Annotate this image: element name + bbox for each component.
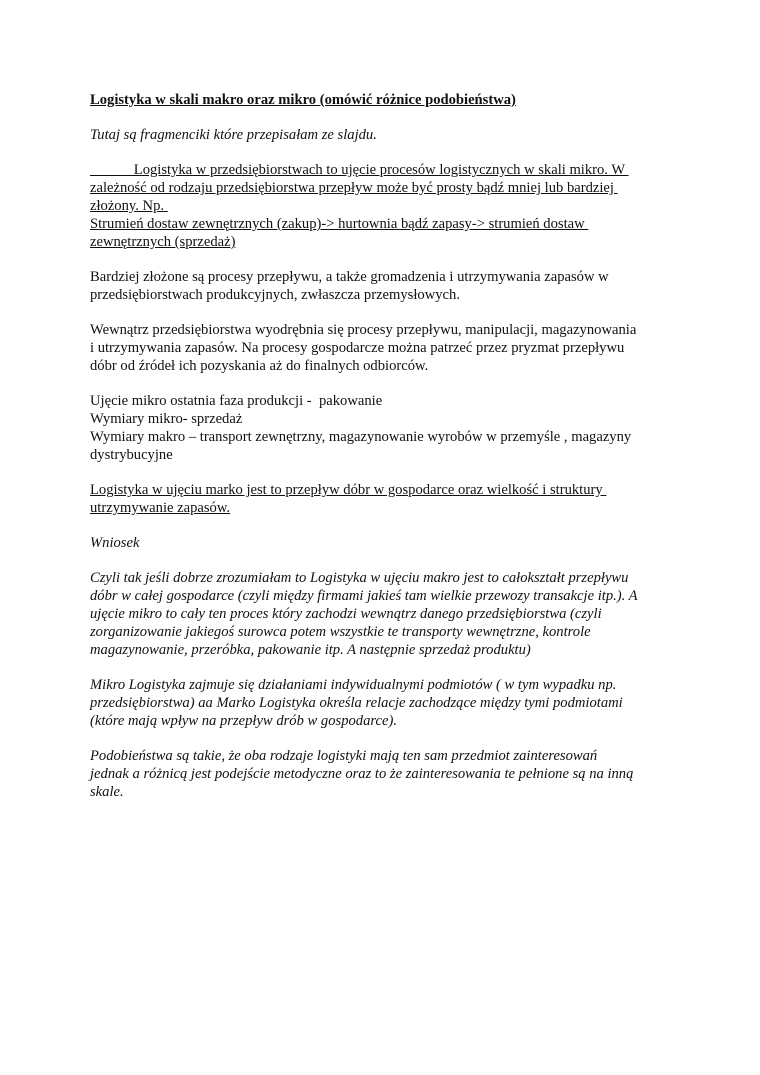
- conclusion-line: Mikro Logistyka zajmuje się działaniami indywidualnymi podmiotów ( w tym wypadku np.: [90, 677, 617, 693]
- conclusion-paragraph-1: [90, 569, 670, 659]
- conclusion-line: dóbr w całej gospodarce (czyli między firmami jakieś tam wielkie przewozy transakcje itp.). A: [90, 588, 638, 604]
- conclusion-heading: Wniosek: [90, 535, 140, 551]
- underlined-line: Strumień dostaw zewnętrznych (zakup)-> hurtownia bądź zapasy-> strumień dostaw: [90, 216, 589, 232]
- underlined-line: utrzymywanie zapasów.: [90, 500, 231, 516]
- paragraph-production: [90, 268, 670, 304]
- conclusion-line: (które mają wpływ na przepływ drób w gospodarce).: [90, 713, 397, 729]
- underlined-line: Logistyka w przedsiębiorstwach to ujęcie procesów logistycznych w skali mikro. W: [90, 162, 629, 178]
- underlined-paragraph: [90, 161, 670, 251]
- underlined-line: zewnętrznych (sprzedaż): [90, 234, 236, 250]
- intro-text: Tutaj są fragmenciki które przepisałam ze slajdu.: [90, 127, 377, 143]
- underlined-line: Logistyka w ujęciu marko jest to przepływ dóbr w gospodarce oraz wielkość i struktury: [90, 482, 607, 498]
- paragraph-processes: [90, 321, 670, 375]
- conclusion-line: Podobieństwa są takie, że oba rodzaje logistyki mają ten sam przedmiot zainteresowań: [90, 748, 598, 764]
- underlined-line: zależność od rodzaju przedsiębiorstwa przepływ może być prosty bądź mniej lub bardziej: [90, 180, 618, 196]
- paragraph-macro-definition: [90, 481, 670, 517]
- conclusion-paragraph-2: [90, 676, 670, 730]
- conclusion-line: zorganizowanie jakiegoś surowca potem wszystkie te transporty wewnętrzne, kontrole: [90, 624, 591, 640]
- conclusion-line: przedsiębiorstwa) aa Marko Logistyka określa relacje zachodzące między tymi podmiotami: [90, 695, 623, 711]
- conclusion-line: magazynowanie, przeróbka, pakowanie itp. A następnie sprzedaż produktu): [90, 642, 531, 658]
- conclusion-heading-block: [90, 534, 670, 552]
- document-title: Logistyka w skali makro oraz mikro (omówić różnice podobieństwa): [90, 92, 516, 108]
- document-page: [90, 91, 670, 818]
- conclusion-line: skale.: [90, 784, 124, 800]
- conclusion-line: jednak a różnicą jest podejście metodyczne oraz to że zainteresowania te pełnione są na inną: [90, 766, 634, 782]
- paragraph-line: przedsiębiorstwach produkcyjnych, zwłaszcza przemysłowych.: [90, 287, 460, 303]
- paragraph-dimensions: [90, 392, 670, 464]
- conclusion-line: ujęcie mikro to cały ten proces który zachodzi wewnątrz danego przedsiębiorstwa (czyli: [90, 606, 602, 622]
- conclusion-line: Czyli tak jeśli dobrze zrozumiałam to Logistyka w ujęciu makro jest to całokształt przepływu: [90, 570, 629, 586]
- paragraph-line: i utrzymywania zapasów. Na procesy gospodarcze można patrzeć przez pryzmat przepływu: [90, 340, 625, 356]
- underlined-line: złożony. Np.: [90, 198, 168, 214]
- paragraph-line: Ujęcie mikro ostatnia faza produkcji - pakowanie: [90, 393, 383, 409]
- conclusion-paragraph-3: [90, 747, 670, 801]
- paragraph-line: Wymiary makro – transport zewnętrzny, magazynowanie wyrobów w przemyśle , magazyny: [90, 429, 632, 445]
- document-title-block: [90, 91, 670, 109]
- paragraph-line: Wewnątrz przedsiębiorstwa wyodrębnia się procesy przepływu, manipulacji, magazynowania: [90, 322, 637, 338]
- paragraph-line: Bardziej złożone są procesy przepływu, a także gromadzenia i utrzymywania zapasów w: [90, 269, 609, 285]
- paragraph-line: dóbr od źródeł ich pozyskania aż do finalnych odbiorców.: [90, 358, 429, 374]
- paragraph-line: Wymiary mikro- sprzedaż: [90, 411, 243, 427]
- intro-block: [90, 126, 670, 144]
- paragraph-line: dystrybucyjne: [90, 447, 173, 463]
